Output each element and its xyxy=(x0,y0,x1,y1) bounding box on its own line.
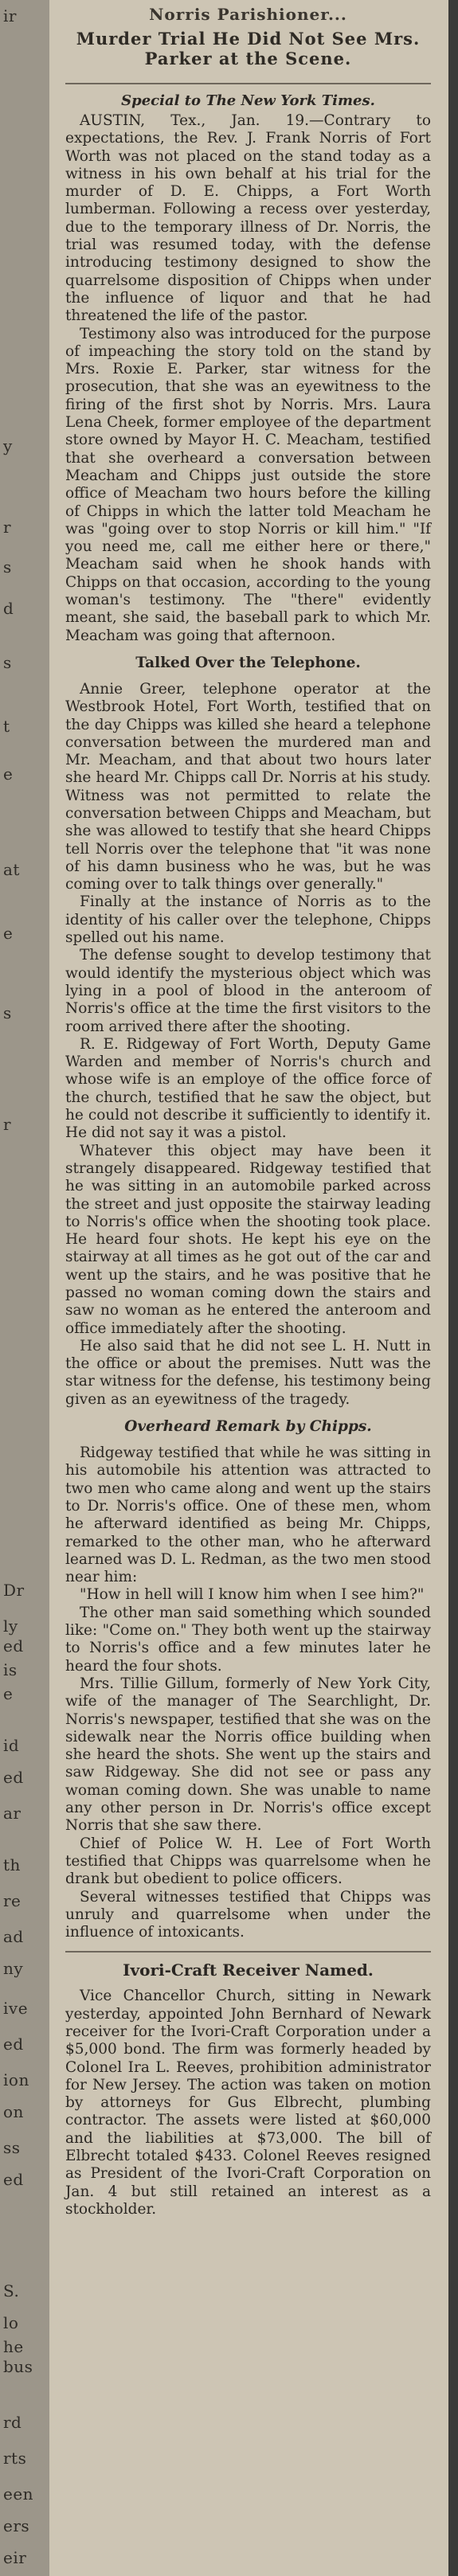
fragment: is xyxy=(3,1660,18,1679)
fragment: Dr xyxy=(3,1581,25,1600)
paragraph: Mrs. Tillie Gillum, formerly of New York City, wife of the manager of The Searchlight, Dr. Norris's newspaper, testified that she was on the sidewalk near the Norris office building when she heard the shots. She went up the stairs and saw Ridgeway. She did not see or pass any woman coming down. She was unable to name any other person in Dr. Norris's office except Norris that she saw there. xyxy=(65,1675,431,1835)
fragment: y xyxy=(3,436,13,455)
fragment: bus xyxy=(3,2357,33,2376)
fragment: S. xyxy=(3,2281,20,2300)
fragment: he xyxy=(3,2337,24,2356)
fragment: ers xyxy=(3,2516,30,2535)
paragraph: Annie Greer, telephone operator at the Westbrook Hotel, Fort Worth, testified that on the day Chipps was killed she heard a telephone conversation between the murdered man and Mr. Meacham, and that about two hours later she heard Mr. Chipps call Dr. Norris at his study. Witness was not permitted to relate the conversation between Chipps and Meacham, but she was allowed to testify that she heard Chipps tell Norris over the telephone that "it was none of his damn business who he was, but he was coming over to talk things over generally." xyxy=(65,680,431,893)
fragment: t xyxy=(3,717,10,736)
paragraph: R. E. Ridgeway of Fort Worth, Deputy Game Warden and member of Norris's church and whose wife is an employe of the office force of the church, testified that he saw the object, but he could not describe it sufficiently to identify it. He did not say it was a pistol. xyxy=(65,1035,431,1142)
fragment: s xyxy=(3,653,12,672)
fragment: at xyxy=(3,860,20,879)
paragraph: AUSTIN, Tex., Jan. 19.—Contrary to expectations, the Rev. J. Frank Norris of Fort Worth was not placed on the stand today as a witness in his own behalf at his trial for the murder of D. E. Chipps, a Fort Worth lumberman. Following a recess over yesterday, due to the temporary illness of Dr. Norris, the trial was resumed today, with the defense introducing testimony designed to show the quarrelsome disposition of Chipps when under the influence of liquor and that he had threatened the life of the pastor. xyxy=(65,112,431,325)
subheading: Overheard Remark by Chipps. xyxy=(124,1418,372,1436)
headline: Murder Trial He Did Not See Mrs. Parker at the Scene. xyxy=(76,29,421,68)
fragment: e xyxy=(3,764,14,784)
fragment: een xyxy=(3,2484,34,2504)
fragment: d xyxy=(3,599,14,618)
paragraph: Finally at the instance of Norris as to the identity of his caller over the telephone, Chipps spelled out his name. xyxy=(65,893,431,947)
fragment: s xyxy=(3,1003,12,1022)
fragment: rd xyxy=(3,2413,22,2432)
fragment: ny xyxy=(3,1959,24,1978)
fragment: ed xyxy=(3,2170,24,2189)
fragment: ed xyxy=(3,2035,24,2054)
fragment: ly xyxy=(3,1616,18,1636)
subheading: Talked Over the Telephone. xyxy=(135,654,361,671)
fragment: id xyxy=(3,1736,20,1755)
fragment: r xyxy=(3,1115,12,1134)
fragment: th xyxy=(3,1855,21,1874)
paragraph: Several witnesses testified that Chipps was unruly and quarrelsome when under the influence of intoxicants. xyxy=(65,1888,431,1941)
paragraph: He also said that he did not see L. H. Nutt in the office or about the premises. Nutt was the star witness for the defense, his testimony being given as an eyewitness of the tragedy. xyxy=(65,1337,431,1408)
article-column xyxy=(49,0,448,2576)
fragment: ss xyxy=(3,2138,21,2157)
divider xyxy=(65,1951,431,1953)
fragment: ed xyxy=(3,1768,24,1787)
fragment: ive xyxy=(3,1999,29,2018)
paragraph: Testimony also was introduced for the purpose of impeaching the story told on the stand by Mrs. Roxie E. Parker, star witness for the prosecution, that she was an eyewitness to the firing of the first shot by Norris. Mrs. Laura Lena Cheek, former employee of the department store owned by Mayor H. C. Meacham, testified that she overheard a conversation between Meacham and Chipps just outside the store office of Meacham two hours before the killing of Chipps in which the latter told Meacham he was "going over to stop Norris or kill him." "If you need me, call me either here or there," Meacham said when he shook hands with Chipps on that occasion, according to the young woman's testimony. The "there" evidently meant, she said, the baseball park to which Mr. Meacham was going that afternoon. xyxy=(65,325,431,644)
fragment: re xyxy=(3,1891,22,1910)
fragment: e xyxy=(3,1684,14,1703)
fragment: on xyxy=(3,2102,24,2121)
paragraph: Chief of Police W. H. Lee of Fort Worth testified that Chipps was quarrelsome when he drank but obedient to police officers. xyxy=(65,1835,431,1888)
headline: Ivori-Craft Receiver Named. xyxy=(123,1960,374,1980)
fragment: rts xyxy=(3,2449,27,2468)
paragraph: Vice Chancellor Church, sitting in Newark yesterday, appointed John Bernhard of Newark receiver for the Ivori-Craft Corporation under a $5,000 bond. The firm was formerly headed by Colonel Ira L. Reeves, prohibition administrator for New Jersey. The action was taken on motion by attorneys for Gus Elbrecht, plumbing contractor. The assets were listed at $60,000 and the liabilities at $73,000. The bill of Elbrecht totaled $433. Colonel Reeves resigned as President of the Ivori-Craft Corporation on Jan. 4 but still retained an interest as a stockholder. xyxy=(65,1988,431,2218)
paragraph: The defense sought to develop testimony that would identify the mysterious object which was lying in a pool of blood in the anteroom of Norris's office at the time the first visitors to the room arrived there after the shooting. xyxy=(65,947,431,1035)
special-byline: Special to The New York Times. xyxy=(121,92,375,109)
fragment: ion xyxy=(3,2070,29,2089)
fragment: lo xyxy=(3,2313,19,2332)
fragment: ad xyxy=(3,1927,24,1946)
divider xyxy=(65,83,431,84)
fragment: e xyxy=(3,924,14,943)
fragment: eir xyxy=(3,2548,27,2567)
fragment: ar xyxy=(3,1804,22,1823)
paragraph: Whatever this object may have been it strangely disappeared. Ridgeway testified that he was sitting in an automobile parked across the street and just opposite the stairway leading to Norris's office when the shooting took place. He heard four shots. He kept his eye on the stairway at all times as he got out of the car and went up the stairs, and he was positive that he passed no woman coming down the stairs and saw no woman as he entered the anteroom and office immediately after the shooting. xyxy=(65,1142,431,1337)
page-edge xyxy=(448,0,458,2576)
fragment: s xyxy=(3,557,12,577)
paragraph: Ridgeway testified that while he was sitting in his automobile his attention was attracted to two men who came along and went up the stairs to Dr. Norris's office. One of these men, whom he afterward identified as being Mr. Chipps, remarked to the other man, who he afterward learned was D. L. Redman, as the two men stood near him: xyxy=(65,1444,431,1586)
headline-fragment: Norris Parishioner... xyxy=(149,5,347,24)
fragment: ir xyxy=(3,6,17,25)
fragment: ed xyxy=(3,1636,24,1655)
adjacent-column-strip xyxy=(0,0,49,2576)
paragraph: The other man said something which sounded like: "Come on." They both went up the stairway to Norris's office and a few minutes later he heard the four shots. xyxy=(65,1604,431,1675)
paragraph: "How in hell will I know him when I see him?" xyxy=(80,1586,425,1604)
fragment: r xyxy=(3,518,12,537)
